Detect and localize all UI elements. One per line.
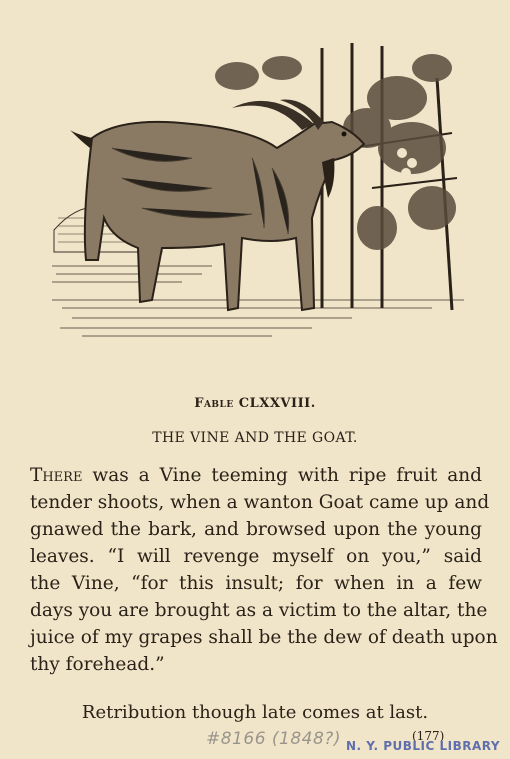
body-line: juice of my grapes shall be the dew of death upon: [30, 627, 498, 648]
body-line: thy forehead.”: [30, 654, 165, 675]
fable-moral: Retribution though late comes at last.: [81, 702, 429, 723]
fable-body: [30, 462, 498, 678]
fable-title: THE VINE AND THE GOAT.: [152, 430, 358, 446]
body-line-text: was a Vine teeming with ripe fruit and: [82, 465, 482, 486]
pencil-accession-note: #8166 (1848?): [206, 729, 341, 749]
fable-number: [0, 396, 510, 411]
body-line: tender shoots, when a wanton Goat came up and: [30, 492, 490, 513]
body-line: the Vine, “for this insult; for when in a few: [30, 573, 482, 594]
body-line: leaves. “I will revenge myself on you,” said: [30, 546, 482, 567]
body-line: [30, 462, 482, 489]
fable-number-prefix: Fable: [194, 396, 234, 411]
body-line: gnawed the bark, and browsed upon the young: [30, 519, 482, 540]
fable-number-value: CLXXVIII.: [238, 396, 316, 411]
library-stamp: N. Y. PUBLIC LIBRARY: [346, 739, 501, 753]
body-line: days you are brought as a victim to the altar, the: [30, 600, 488, 621]
goat-vine-engraving: [52, 38, 464, 350]
body-first-word: There: [30, 465, 83, 486]
page-number: (177): [412, 729, 445, 743]
